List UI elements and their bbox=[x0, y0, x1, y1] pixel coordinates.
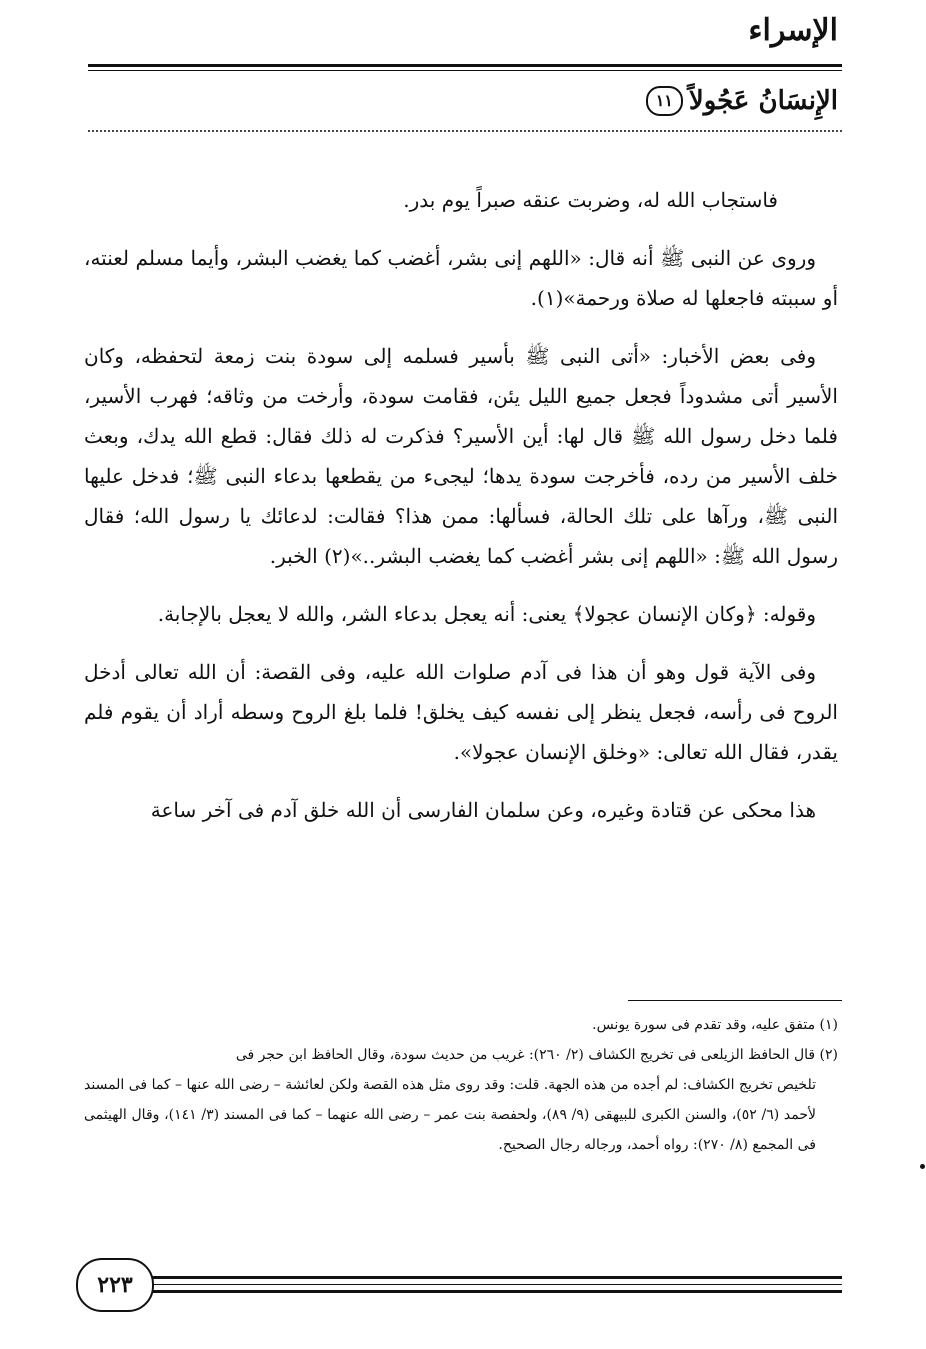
page-number: ٢٢٣ bbox=[76, 1258, 154, 1312]
verse-number-badge: ١١ bbox=[646, 86, 683, 116]
footer-rule-thin bbox=[150, 1284, 842, 1285]
section-title bbox=[646, 86, 838, 116]
section-title-text: الإِنسَانُ عَجُولاً bbox=[688, 86, 838, 116]
footnote-2: (٢) قال الحافظ الزيلعى فى تخريج الكشاف (٢/ ٢٦٠): غريب من حديث سودة، وقال الحافظ ابن حجر فى bbox=[235, 1047, 838, 1063]
header-rule-thick bbox=[88, 64, 842, 67]
paragraph: هذا محكى عن قتادة وغيره، وعن سلمان الفارسى أن الله خلق آدم فى آخر ساعة bbox=[150, 798, 816, 822]
footer-rule-thick bbox=[150, 1276, 842, 1279]
title-dotted-divider bbox=[88, 130, 842, 132]
paragraph: فاستجاب الله له، وضربت عنقه صبراً يوم بدر. bbox=[403, 188, 778, 212]
surah-name-header: الإسراء bbox=[748, 13, 838, 48]
footnote-2-continuation: تلخيص تخريج الكشاف: لم أجده من هذه الجهة. قلت: وقد روى مثل هذه القصة ولكن لعائشة – رضى الله عنها – كما فى المسند لأحمد (٦/ ٥٢)، والسنن الكبرى للبيهقى (٩/ ٨٩)، ولحفصة بنت عمر – رضى الله عنهما – كما فى المسند (٣/ ١٤١)، وقال الهيثمى فى المجمع (٨/ ٢٧٠): رواه أحمد، ورجاله رجال الصحيح. bbox=[84, 1077, 817, 1153]
header-rule-thin bbox=[88, 70, 842, 71]
scan-mark bbox=[920, 1164, 925, 1169]
footnote-1: (١) متفق عليه، وقد تقدم فى سورة يونس. bbox=[592, 1017, 838, 1033]
footnotes bbox=[84, 1010, 838, 1160]
paragraph: وفى بعض الأخبار: «أتى النبى ﷺ بأسير فسلمه إلى سودة بنت زمعة لتحفظه، وكان الأسير أتى مشدوداً فجعل جميع الليل يئن، فقامت سودة، وأرخت من وثاقه؛ فهرب الأسير، فلما دخل رسول الله ﷺ قال لها: أين الأسير؟ فذكرت له ذلك فقال: قطع الله يدك، وبعث خلف الأسير من رده، فأخرجت سودة يدها؛ ليجىء من يقطعها بدعاء النبى ﷺ؛ فدخل عليها النبى ﷺ، ورآها على تلك الحالة، فسألها: ممن هذا؟ فقالت: لدعائك يا رسول الله؛ فقال رسول الله ﷺ: «اللهم إنى بشر أغضب كما يغضب البشر..»(٢) الخبر. bbox=[84, 344, 838, 568]
main-text bbox=[84, 180, 838, 848]
footnote-separator bbox=[628, 1000, 842, 1001]
paragraph: وفى الآية قول وهو أن هذا فى آدم صلوات الله عليه، وفى القصة: أن الله تعالى أدخل الروح فى رأسه، فجعل ينظر إلى نفسه كيف يخلق! فلما بلغ الروح وسطه أراد أن يقوم فلم يقدر، فقال الله تعالى: «وخلق الإنسان عجولا». bbox=[84, 660, 838, 764]
paragraph: وقوله: ﴿وكان الإنسان عجولا﴾ يعنى: أنه يعجل بدعاء الشر، والله لا يعجل بالإجابة. bbox=[157, 602, 816, 626]
footer-rule-thick-2 bbox=[150, 1290, 842, 1293]
paragraph: وروى عن النبى ﷺ أنه قال: «اللهم إنى بشر، أغضب كما يغضب البشر، وأيما مسلم لعنته، أو سببته فاجعلها له صلاة ورحمة»(١). bbox=[84, 246, 838, 310]
